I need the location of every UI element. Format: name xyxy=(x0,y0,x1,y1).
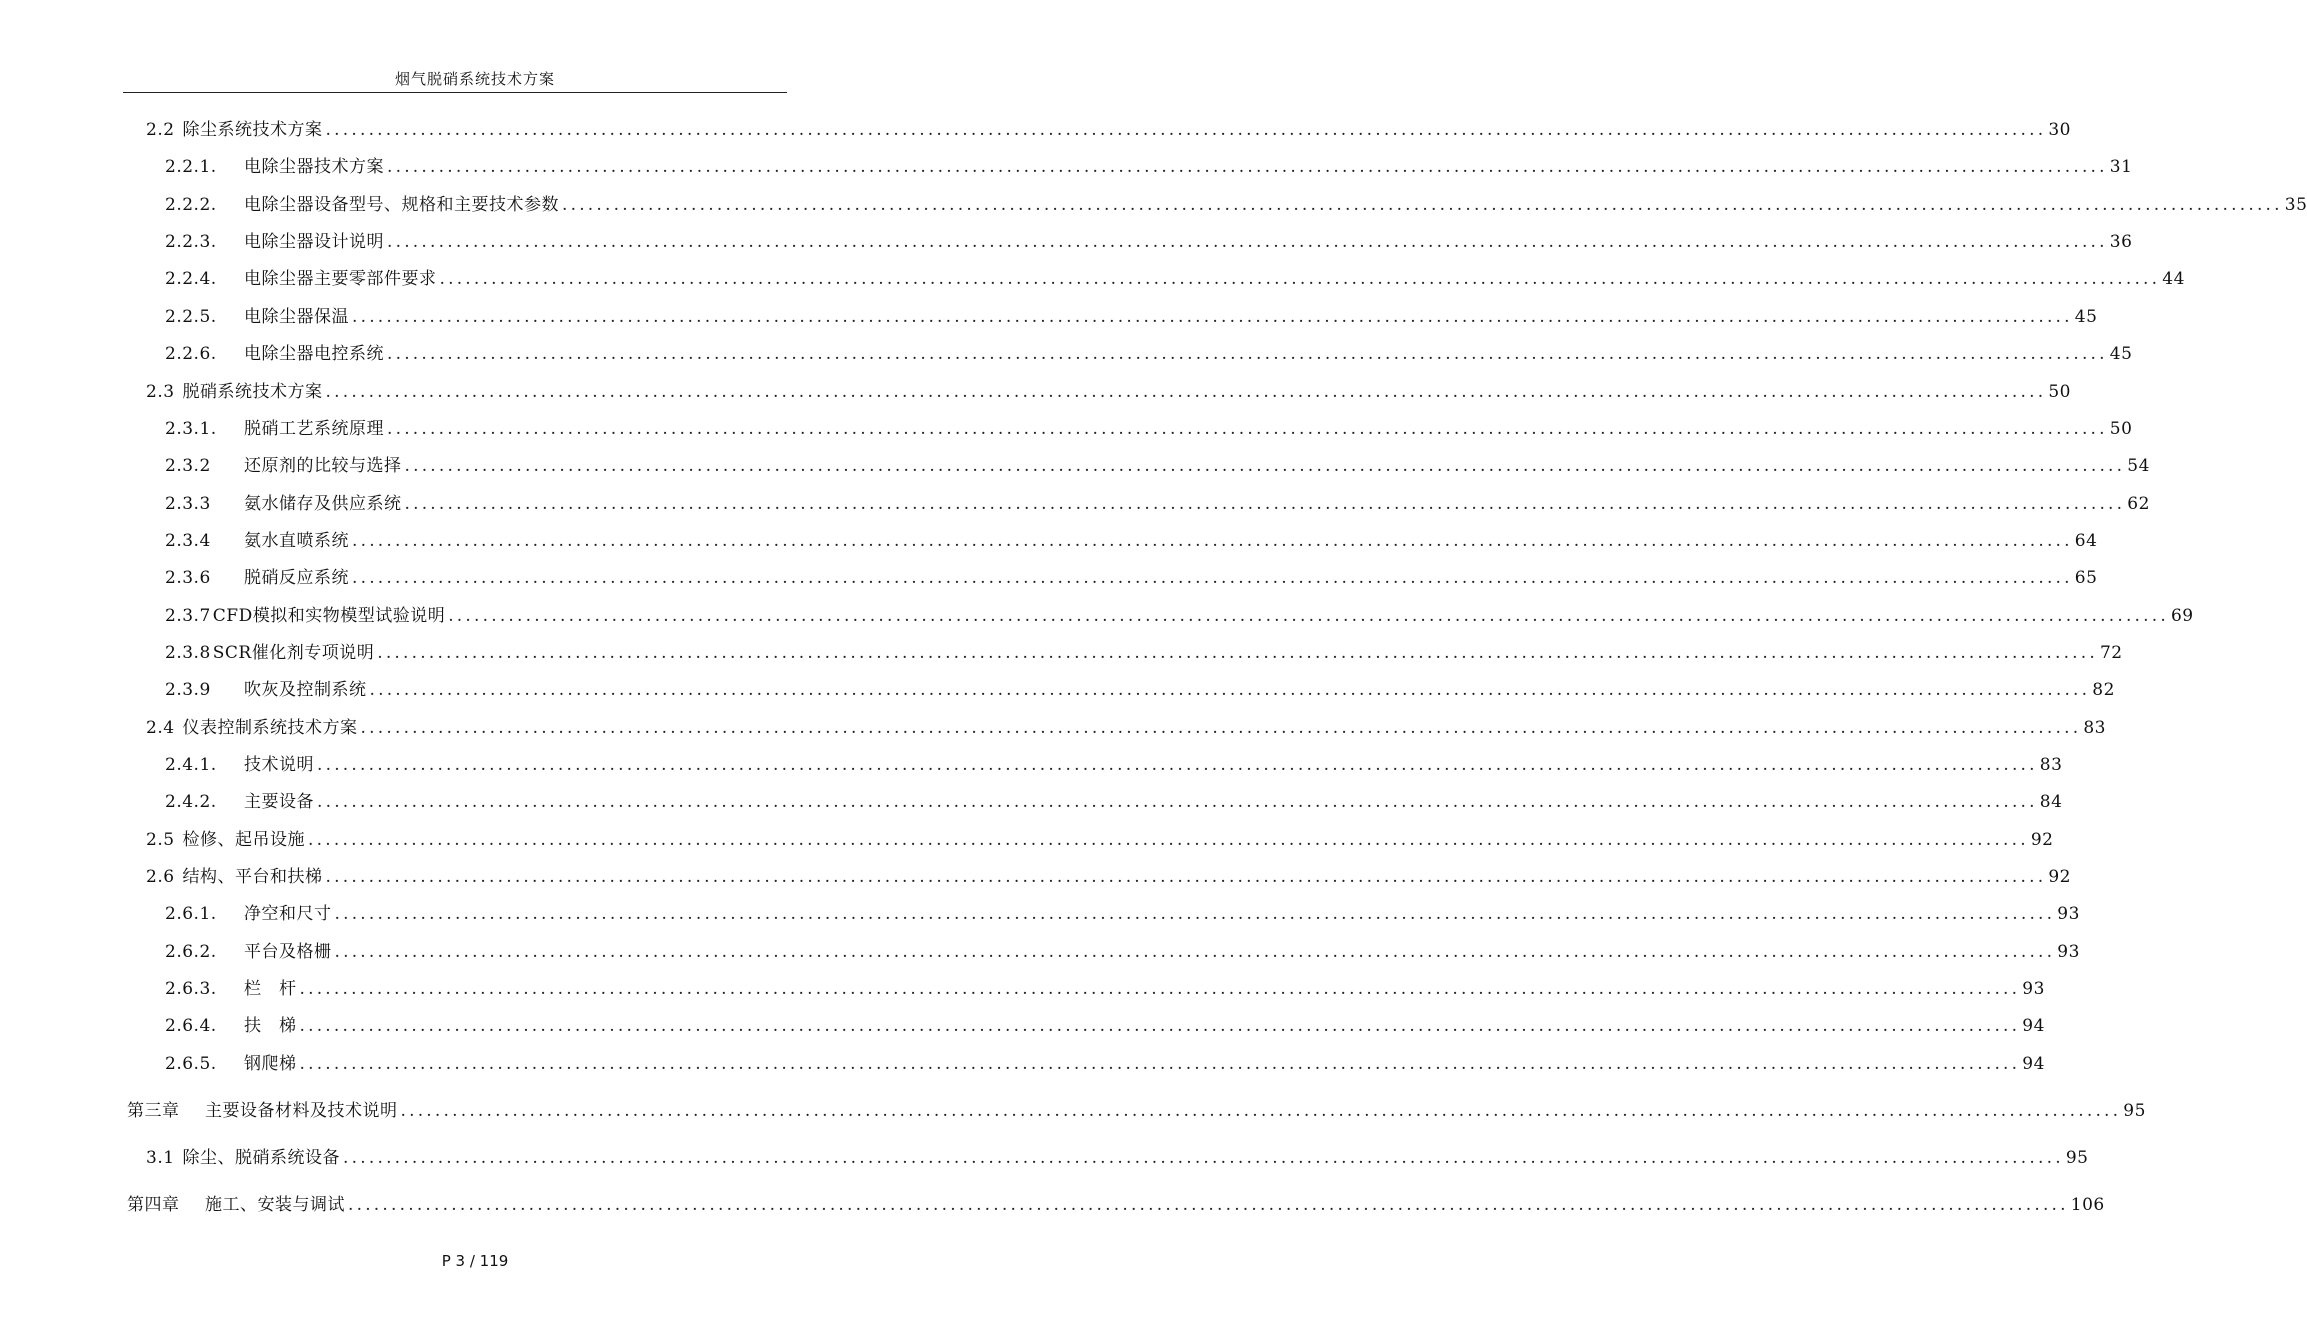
toc-entry-number: 2.3.8 xyxy=(165,643,211,663)
toc-entry-title: 还原剂的比较与选择 xyxy=(244,456,402,476)
toc-entry-number: 2.2.3. xyxy=(165,232,217,252)
toc-entry-number: 2.6.5. xyxy=(165,1054,217,1074)
toc-leader-dots: ........................................................................................................................................................................................................ xyxy=(348,1195,2069,1215)
toc-entry-page: 92 xyxy=(2048,867,2071,887)
toc-entry[interactable] xyxy=(165,641,2123,665)
toc-entry-page: 30 xyxy=(2048,120,2071,140)
toc-entry[interactable] xyxy=(165,529,2098,553)
toc-entry[interactable] xyxy=(146,118,2071,142)
toc-entry[interactable] xyxy=(165,1014,2045,1038)
toc-entry-title: 技术说明 xyxy=(244,755,314,775)
toc-entry-title: 氨水直喷系统 xyxy=(244,531,349,551)
toc-entry[interactable] xyxy=(165,604,2194,628)
toc-entry-number: 2.3 xyxy=(146,382,175,402)
toc-leader-dots: ........................................................................................................................................................................................................ xyxy=(308,830,2029,850)
toc-leader-dots: ........................................................................................................................................................................................................ xyxy=(334,904,2056,924)
toc-entry-page: 106 xyxy=(2070,1195,2105,1215)
toc-entry-page: 82 xyxy=(2092,680,2115,700)
toc-entry-number: 3.1 xyxy=(146,1148,175,1168)
toc-entry-page: 31 xyxy=(2109,157,2133,177)
toc-entry-page: 93 xyxy=(2022,979,2045,999)
toc-entry-page: 64 xyxy=(2074,531,2098,551)
toc-entry-title: 脱硝反应系统 xyxy=(244,568,349,588)
toc-entry[interactable] xyxy=(146,828,2054,852)
toc-leader-dots: ........................................................................................................................................................................................................ xyxy=(377,643,2098,663)
toc-entry-page: 83 xyxy=(2083,718,2106,738)
toc-entry-title: 氨水储存及供应系统 xyxy=(244,494,402,514)
toc-leader-dots: ........................................................................................................................................................................................................ xyxy=(299,1016,2021,1036)
toc-entry-page: 69 xyxy=(2170,606,2194,626)
toc-leader-dots: ........................................................................................................................................................................................................ xyxy=(562,195,2283,215)
toc-leader-dots: ........................................................................................................................................................................................................ xyxy=(317,792,2038,812)
toc-entry[interactable] xyxy=(127,1193,2105,1217)
toc-leader-dots: ........................................................................................................................................................................................................ xyxy=(325,382,2047,402)
toc-entry[interactable] xyxy=(146,865,2071,889)
toc-entry[interactable] xyxy=(165,342,2133,366)
toc-entry-title: 除尘系统技术方案 xyxy=(182,120,323,140)
toc-leader-dots: ........................................................................................................................................................................................................ xyxy=(325,867,2047,887)
toc-entry-page: 92 xyxy=(2030,830,2054,850)
toc-leader-dots: ........................................................................................................................................................................................................ xyxy=(404,456,2126,476)
toc-entry-page: 50 xyxy=(2048,382,2071,402)
toc-entry-title: 电除尘器设备型号、规格和主要技术参数 xyxy=(244,195,559,215)
toc-entry-number: 2.6.3. xyxy=(165,979,217,999)
toc-entry-page: 72 xyxy=(2099,643,2123,663)
toc-leader-dots: ........................................................................................................................................................................................................ xyxy=(299,1054,2021,1074)
toc-entry[interactable] xyxy=(165,305,2098,329)
toc-entry-number: 2.2.2. xyxy=(165,195,217,215)
toc-entry[interactable] xyxy=(146,380,2071,404)
toc-entry-number: 2.4.1. xyxy=(165,755,217,775)
toc-entry-page: 35 xyxy=(2284,195,2307,215)
toc-entry[interactable] xyxy=(165,566,2098,590)
toc-entry-page: 83 xyxy=(2039,755,2063,775)
toc-entry-title: 脱硝系统技术方案 xyxy=(182,382,323,402)
toc-leader-dots: ........................................................................................................................................................................................................ xyxy=(369,680,2091,700)
toc-entry-number: 2.2.4. xyxy=(165,269,217,289)
toc-entry-title: 电除尘器设计说明 xyxy=(244,232,384,252)
toc-entry-number: 2.2 xyxy=(146,120,175,140)
toc-entry-page: 84 xyxy=(2039,792,2063,812)
toc-entry[interactable] xyxy=(165,267,2185,291)
toc-entry-title: 主要设备 xyxy=(244,792,314,812)
toc-entry-number: 2.6.2. xyxy=(165,942,217,962)
toc-entry-number: 2.3.6 xyxy=(165,568,211,588)
toc-entry[interactable] xyxy=(127,1099,2146,1123)
toc-entry[interactable] xyxy=(165,417,2133,441)
toc-leader-dots: ........................................................................................................................................................................................................ xyxy=(352,307,2073,327)
toc-leader-dots: ........................................................................................................................................................................................................ xyxy=(387,344,2108,364)
toc-entry-page: 95 xyxy=(2065,1148,2089,1168)
toc-entry-page: 93 xyxy=(2057,904,2080,924)
toc-entry-number: 2.6 xyxy=(146,867,175,887)
toc-entry-number: 2.3.1. xyxy=(165,419,217,439)
toc-entry-page: 94 xyxy=(2022,1054,2045,1074)
toc-entry[interactable] xyxy=(165,454,2150,478)
toc-entry-title: 净空和尺寸 xyxy=(244,904,332,924)
toc-entry-number: 2.4.2. xyxy=(165,792,217,812)
toc-entry-page: 45 xyxy=(2109,344,2133,364)
toc-entry[interactable] xyxy=(165,230,2133,254)
toc-entry-title: 检修、起吊设施 xyxy=(182,830,306,850)
toc-leader-dots: ........................................................................................................................................................................................................ xyxy=(352,568,2073,588)
toc-leader-dots: ........................................................................................................................................................................................................ xyxy=(360,718,2082,738)
toc-entry-title: 除尘、脱硝系统设备 xyxy=(182,1148,341,1168)
toc-leader-dots: ........................................................................................................................................................................................................ xyxy=(352,531,2073,551)
toc-entry[interactable] xyxy=(165,753,2063,777)
toc-entry-title: 栏 杆 xyxy=(244,979,297,999)
toc-entry[interactable] xyxy=(165,678,2115,702)
toc-entry-title: 电除尘器保温 xyxy=(244,307,349,327)
toc-entry-number: 2.2.1. xyxy=(165,157,217,177)
toc-entry[interactable] xyxy=(165,492,2150,516)
toc-entry-number: 2.3.2 xyxy=(165,456,211,476)
toc-entry-title: 平台及格栅 xyxy=(244,942,332,962)
toc-entry-number: 2.3.7 xyxy=(165,606,211,626)
toc-entry-title: 钢爬梯 xyxy=(244,1054,297,1074)
toc-entry-page: 44 xyxy=(2162,269,2185,289)
toc-entry-title: 施工、安装与调试 xyxy=(205,1195,345,1215)
toc-entry[interactable] xyxy=(146,1146,2089,1170)
toc-leader-dots: ........................................................................................................................................................................................................ xyxy=(334,942,2056,962)
toc-leader-dots: ........................................................................................................................................................................................................ xyxy=(325,120,2047,140)
toc-entry[interactable] xyxy=(165,977,2045,1001)
toc-entry-title: 扶 梯 xyxy=(244,1016,297,1036)
toc-leader-dots: ........................................................................................................................................................................................................ xyxy=(448,606,2169,626)
toc-entry[interactable] xyxy=(165,155,2133,179)
toc-entry-title: 脱硝工艺系统原理 xyxy=(244,419,384,439)
toc-entry[interactable] xyxy=(146,716,2106,740)
toc-leader-dots: ........................................................................................................................................................................................................ xyxy=(387,419,2108,439)
toc-entry[interactable] xyxy=(165,1052,2045,1076)
toc-entry-page: 54 xyxy=(2127,456,2150,476)
toc-entry-page: 36 xyxy=(2109,232,2133,252)
toc-entry-number: 第四章 xyxy=(127,1195,180,1215)
toc-leader-dots: ........................................................................................................................................................................................................ xyxy=(343,1148,2064,1168)
toc-entry-title: 仪表控制系统技术方案 xyxy=(182,718,358,738)
page-number: P 3 / 119 xyxy=(441,1252,509,1270)
toc-entry[interactable] xyxy=(165,790,2063,814)
toc-leader-dots: ........................................................................................................................................................................................................ xyxy=(404,494,2126,514)
toc-entry-number: 2.6.4. xyxy=(165,1016,217,1036)
toc-entry-page: 95 xyxy=(2123,1101,2146,1121)
toc-leader-dots: ........................................................................................................................................................................................................ xyxy=(387,157,2108,177)
toc-entry-number: 2.6.1. xyxy=(165,904,217,924)
page-header-title: 烟气脱硝系统技术方案 xyxy=(394,70,555,88)
toc-entry-title: 吹灰及控制系统 xyxy=(244,680,367,700)
toc-entry[interactable] xyxy=(165,940,2080,964)
toc-entry-number: 第三章 xyxy=(127,1101,180,1121)
toc-entry-title: 电除尘器电控系统 xyxy=(244,344,384,364)
toc-entry-number: 2.3.3 xyxy=(165,494,211,514)
toc-entry-title: 结构、平台和扶梯 xyxy=(182,867,323,887)
toc-entry-number: 2.2.6. xyxy=(165,344,217,364)
toc-entry[interactable] xyxy=(165,902,2080,926)
toc-entry-title: 主要设备材料及技术说明 xyxy=(205,1101,398,1121)
toc-entry-page: 45 xyxy=(2074,307,2098,327)
toc-leader-dots: ........................................................................................................................................................................................................ xyxy=(400,1101,2122,1121)
toc-entry-number: 2.3.9 xyxy=(165,680,211,700)
toc-entry-number: 2.2.5. xyxy=(165,307,217,327)
toc-leader-dots: ........................................................................................................................................................................................................ xyxy=(299,979,2021,999)
toc-entry-page: 50 xyxy=(2109,419,2133,439)
toc-entry-title: 电除尘器主要零部件要求 xyxy=(244,269,437,289)
header-divider xyxy=(123,92,787,93)
toc-entry-title: CFD模拟和实物模型试验说明 xyxy=(212,606,446,626)
toc-leader-dots: ........................................................................................................................................................................................................ xyxy=(387,232,2108,252)
toc-leader-dots: ........................................................................................................................................................................................................ xyxy=(439,269,2161,289)
toc-entry-title: SCR催化剂专项说明 xyxy=(212,643,375,663)
toc-entry-page: 93 xyxy=(2057,942,2080,962)
toc-entry-number: 2.5 xyxy=(146,830,175,850)
toc-entry-number: 2.4 xyxy=(146,718,175,738)
toc-entry[interactable] xyxy=(165,193,2307,217)
toc-entry-number: 2.3.4 xyxy=(165,531,211,551)
toc-entry-title: 电除尘器技术方案 xyxy=(244,157,384,177)
toc-entry-page: 65 xyxy=(2074,568,2098,588)
toc-entry-page: 94 xyxy=(2022,1016,2045,1036)
toc-entry-page: 62 xyxy=(2127,494,2150,514)
toc-leader-dots: ........................................................................................................................................................................................................ xyxy=(317,755,2038,775)
